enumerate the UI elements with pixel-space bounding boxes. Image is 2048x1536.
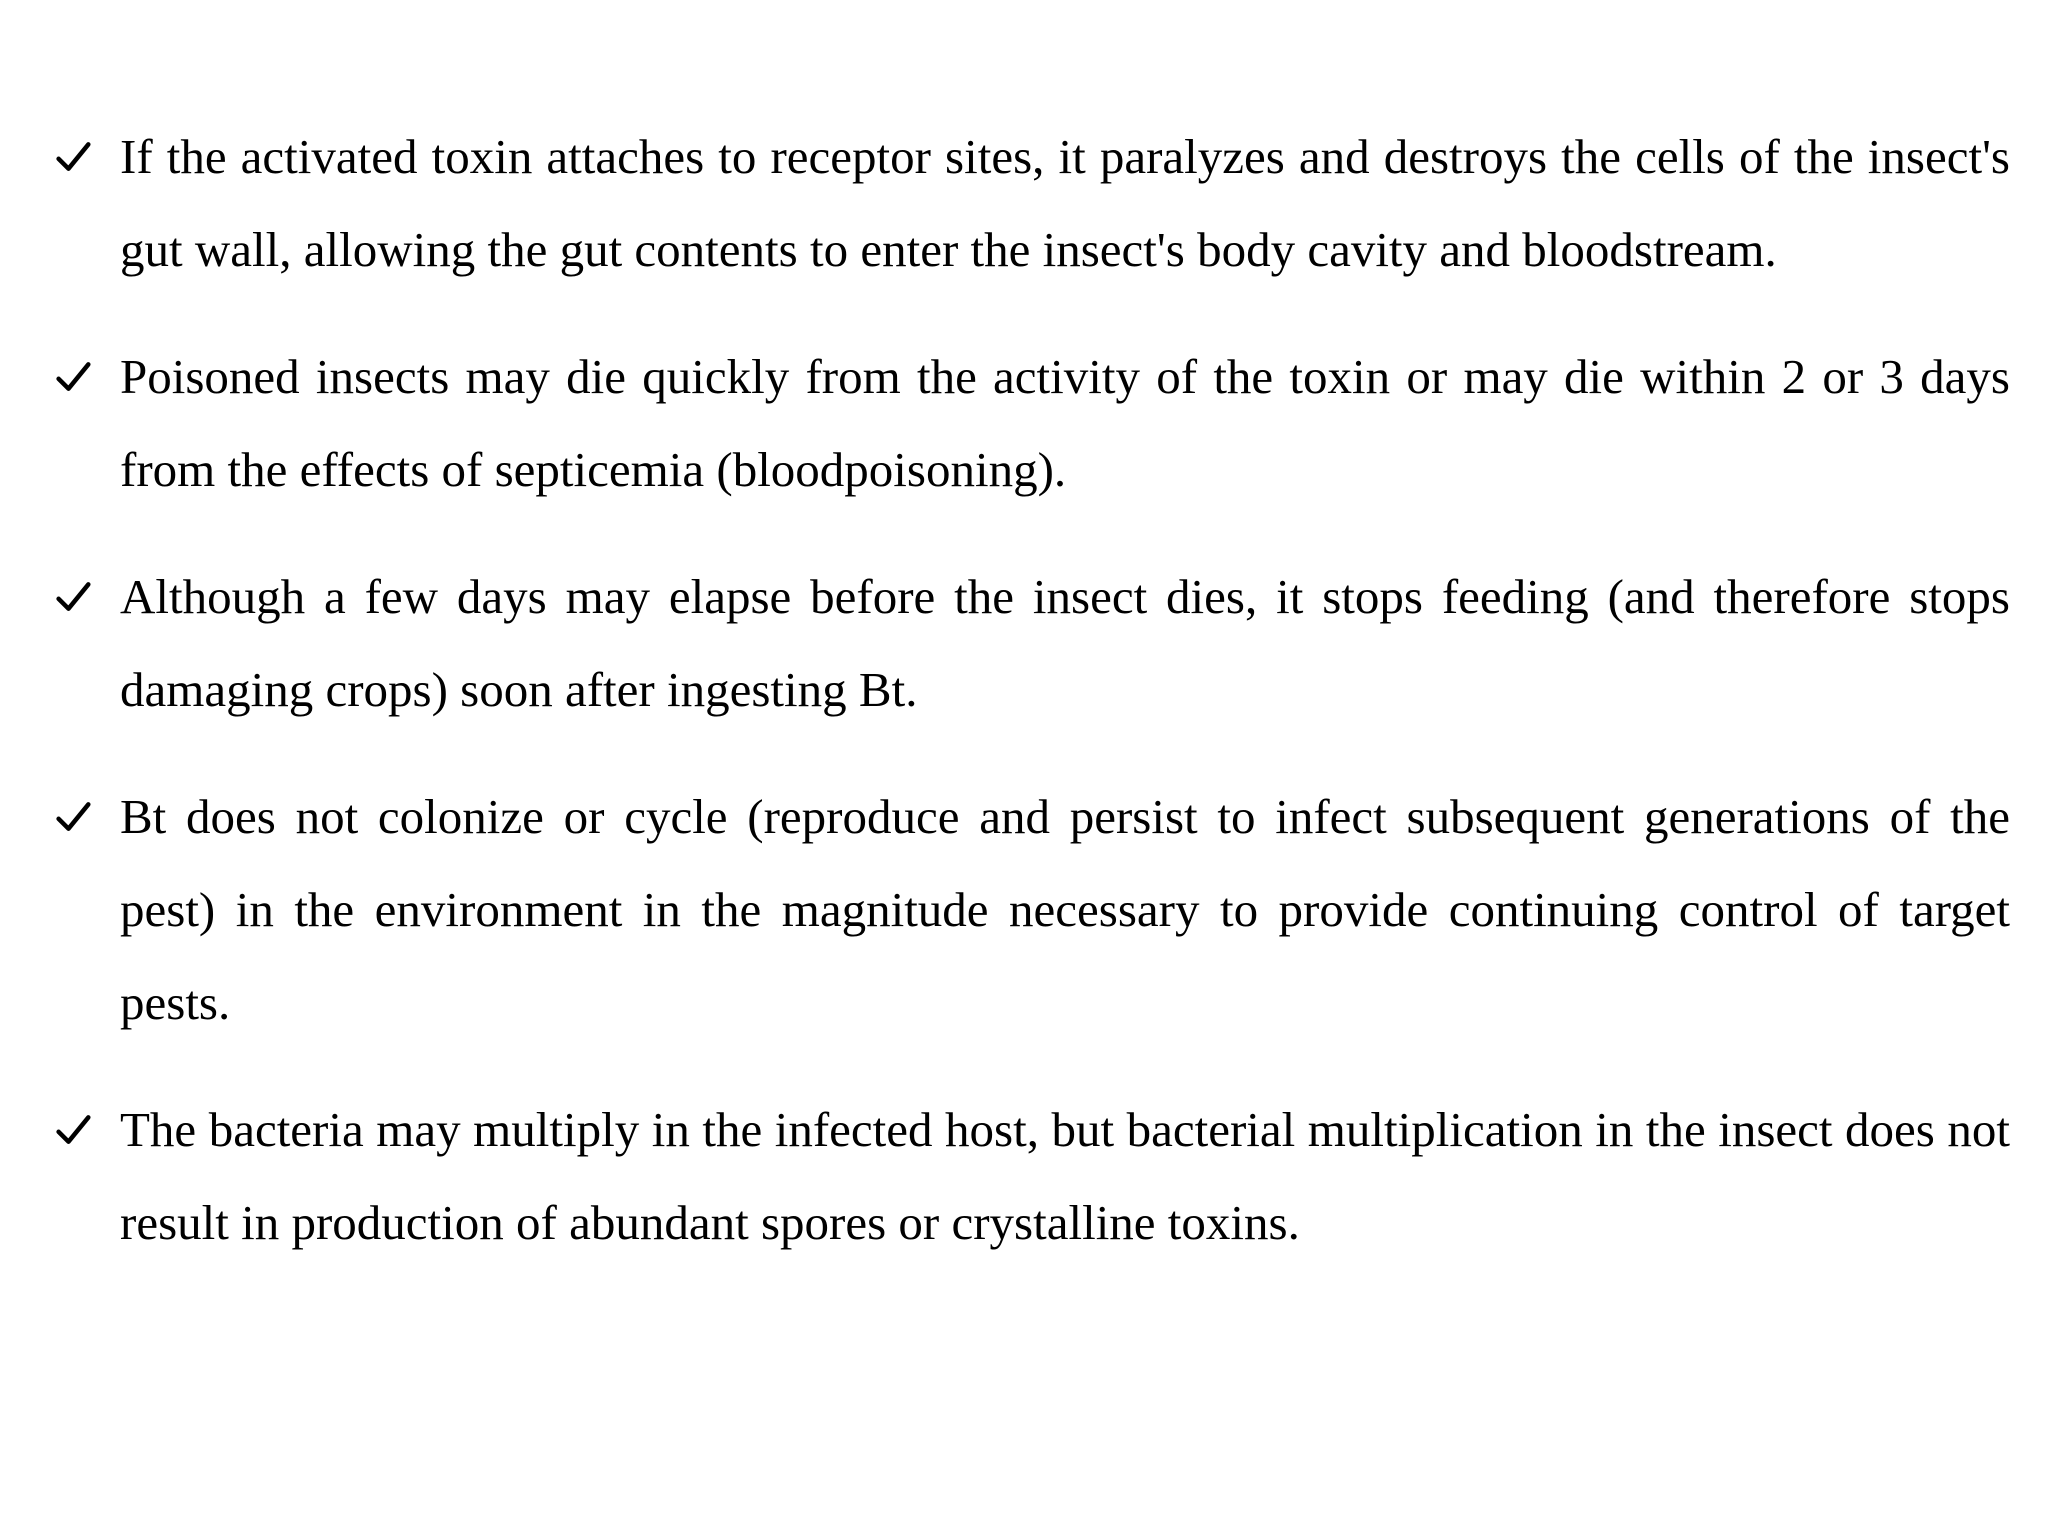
bullet-text: Poisoned insects may die quickly from the activity of the toxin or may die within 2 or 3 days from the effects of septicemia (bloodpoisoning). bbox=[120, 349, 2010, 497]
bullet-text: The bacteria may multiply in the infected host, but bacterial multiplication in the insect does not result in production of abundant spores or crystalline toxins. bbox=[120, 1102, 2010, 1250]
checkmark-icon bbox=[53, 330, 93, 423]
bullet-text: Bt does not colonize or cycle (reproduce and persist to infect subsequent generations of the pest) in the environment in the magnitude necessary to provide continuing control of target pests. bbox=[120, 789, 2010, 1030]
checkmark-icon bbox=[53, 1083, 93, 1176]
list-item bbox=[120, 110, 2010, 296]
bullet-text: Although a few days may elapse before the insect dies, it stops feeding (and therefore stops damaging crops) soon after ingesting Bt. bbox=[120, 569, 2010, 717]
checkmark-icon bbox=[53, 110, 93, 203]
bullet-text: If the activated toxin attaches to receptor sites, it paralyzes and destroys the cells of the insect's gut wall, allowing the gut contents to enter the insect's body cavity and bloodstream. bbox=[120, 129, 2010, 277]
bullet-list bbox=[0, 110, 2048, 1269]
list-item bbox=[120, 330, 2010, 516]
checkmark-icon bbox=[53, 770, 93, 863]
list-item bbox=[120, 770, 2010, 1049]
checkmark-icon bbox=[53, 550, 93, 643]
list-item bbox=[120, 1083, 2010, 1269]
list-item bbox=[120, 550, 2010, 736]
